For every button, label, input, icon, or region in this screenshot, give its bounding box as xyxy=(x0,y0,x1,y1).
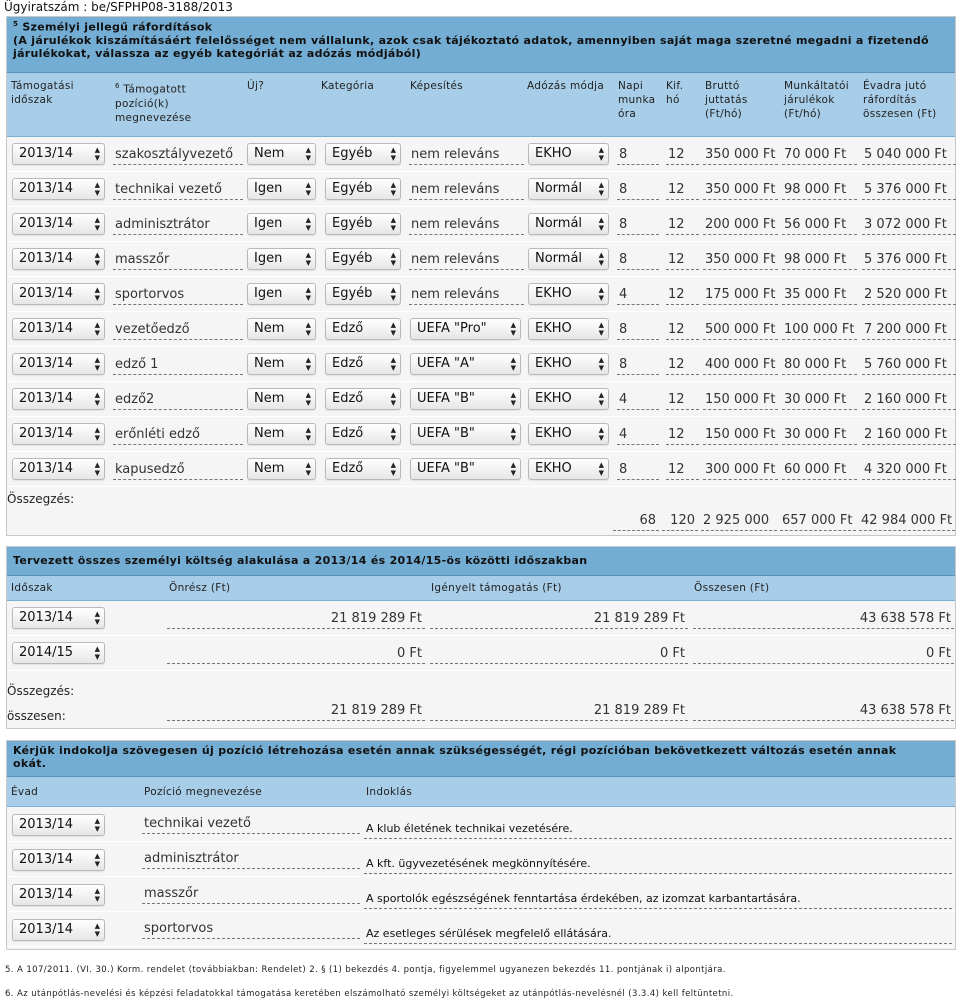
tax-select[interactable]: EKHO ▲ ▼ xyxy=(528,283,609,305)
annual-field[interactable]: 4 320 000 Ft xyxy=(862,458,956,480)
months-field[interactable]: 12 xyxy=(666,283,699,305)
chevron-up-down-icon: ▲ ▼ xyxy=(305,251,311,267)
chevron-up-down-icon: ▲ ▼ xyxy=(94,817,100,833)
footnote-5: 5. A 107/2011. (VI. 30.) Korm. rendelet (továbbiakban: Rendelet) 2. § (1) bekezdés 4. pontja, figyelemmel ugyanezen bekezdés 11. pontjának i) alpontjára. xyxy=(5,965,726,975)
col-employer: Munkáltatói járulékok (Ft/hó) xyxy=(784,80,849,120)
position-field[interactable]: adminisztrátor xyxy=(113,213,243,235)
new-select[interactable]: Nem ▲ ▼ xyxy=(247,423,316,445)
reason-field[interactable]: Az esetleges sérülések megfelelő ellátására. xyxy=(364,924,952,944)
employer-field[interactable]: 98 000 Ft xyxy=(782,178,857,200)
table-row xyxy=(7,417,955,452)
new-select[interactable]: Nem ▲ ▼ xyxy=(247,318,316,340)
annual-field[interactable]: 3 072 000 Ft xyxy=(862,213,956,235)
chevron-up-down-icon: ▲ ▼ xyxy=(598,356,604,372)
col-reason: Indoklás xyxy=(366,786,413,798)
sum-gross: 2 925 000 xyxy=(701,509,777,531)
employer-field[interactable]: 80 000 Ft xyxy=(782,353,857,375)
gross-field[interactable]: 200 000 Ft xyxy=(703,213,778,235)
col-qualification: Képesítés xyxy=(410,80,464,92)
chevron-up-down-icon: ▲ ▼ xyxy=(94,251,100,267)
period-select[interactable]: 2014/15 ▲ ▼ xyxy=(12,642,105,664)
employer-field[interactable]: 100 000 Ft xyxy=(782,318,857,340)
months-field[interactable]: 12 xyxy=(666,423,699,445)
period-select[interactable]: 2013/14 ▲ ▼ xyxy=(12,607,105,629)
sum-annual: 42 984 000 Ft xyxy=(859,509,955,531)
category-select[interactable]: Egyéb ▲ ▼ xyxy=(325,248,401,270)
section-title-2: okát. xyxy=(13,757,47,770)
position-field[interactable]: erőnléti edző xyxy=(113,423,243,445)
chevron-up-down-icon: ▲ ▼ xyxy=(390,251,396,267)
hours-field[interactable]: 8 xyxy=(617,248,659,270)
position-field[interactable]: vezetőedző xyxy=(113,318,243,340)
chevron-up-down-icon: ▲ ▼ xyxy=(94,922,100,938)
requested-field[interactable]: 0 Ft xyxy=(430,642,688,664)
qualification-text: nem releváns xyxy=(409,248,524,270)
new-select[interactable]: Igen ▲ ▼ xyxy=(247,248,316,270)
chevron-up-down-icon: ▲ ▼ xyxy=(598,181,604,197)
period-select[interactable]: 2013/14 ▲ ▼ xyxy=(12,458,105,480)
qualification-select[interactable]: UEFA "Pro" ▲ ▼ xyxy=(410,318,521,340)
table-row xyxy=(7,382,955,417)
period-select[interactable]: 2013/14 ▲ ▼ xyxy=(12,213,105,235)
chevron-up-down-icon: ▲ ▼ xyxy=(598,391,604,407)
qualification-text: nem releváns xyxy=(409,178,524,200)
position-field[interactable]: edző2 xyxy=(113,388,243,410)
col-position: Pozíció megnevezése xyxy=(144,786,263,798)
tax-select[interactable]: Normál ▲ ▼ xyxy=(528,178,609,200)
chevron-up-down-icon: ▲ ▼ xyxy=(305,146,311,162)
chevron-up-down-icon: ▲ ▼ xyxy=(305,356,311,372)
sum-own: 21 819 289 Ft xyxy=(167,699,425,721)
table-row xyxy=(7,347,955,382)
col-months: Kif. hó xyxy=(666,80,684,106)
new-select[interactable]: Igen ▲ ▼ xyxy=(247,213,316,235)
chevron-up-down-icon: ▲ ▼ xyxy=(510,356,516,372)
period-select[interactable]: 2013/14 ▲ ▼ xyxy=(12,353,105,375)
gross-field[interactable]: 350 000 Ft xyxy=(703,248,778,270)
chevron-up-down-icon: ▲ ▼ xyxy=(305,391,311,407)
reason-field[interactable]: A kft. ügyvezetésének megkönnyítésére. xyxy=(364,854,952,874)
total-field[interactable]: 0 Ft xyxy=(693,642,954,664)
footnote-6: 6. Az utánpótlás-nevelési és képzési feladatokkal támogatása keretében elszámolható személyi költségeket az utánpótlás-nevelésnél (3.3.4) kell feltüntetni. xyxy=(5,989,734,999)
annual-field[interactable]: 5 376 000 Ft xyxy=(862,248,956,270)
position-field[interactable]: edző 1 xyxy=(113,353,243,375)
position-field[interactable]: kapusedző xyxy=(113,458,243,480)
period-select[interactable]: 2013/14 ▲ ▼ xyxy=(12,178,105,200)
requested-field[interactable]: 21 819 289 Ft xyxy=(430,607,688,629)
col-annual: Évadra jutó ráfordítás összesen (Ft) xyxy=(863,80,937,120)
chevron-up-down-icon: ▲ ▼ xyxy=(390,146,396,162)
category-select[interactable]: Edző ▲ ▼ xyxy=(325,458,401,480)
table-row xyxy=(7,277,955,312)
chevron-up-down-icon: ▲ ▼ xyxy=(598,461,604,477)
chevron-up-down-icon: ▲ ▼ xyxy=(94,426,100,442)
table-row xyxy=(7,172,955,207)
justification-panel xyxy=(6,740,956,950)
position-field[interactable]: adminisztrátor xyxy=(142,847,360,869)
chevron-up-down-icon: ▲ ▼ xyxy=(598,146,604,162)
table-row xyxy=(7,207,955,242)
tax-select[interactable]: Normál ▲ ▼ xyxy=(528,248,609,270)
qualification-text: nem releváns xyxy=(409,213,524,235)
chevron-up-down-icon: ▲ ▼ xyxy=(305,426,311,442)
position-field[interactable]: technikai vezető xyxy=(142,812,360,834)
table-row xyxy=(7,452,955,487)
col-category: Kategória xyxy=(321,80,375,92)
new-select[interactable]: Nem ▲ ▼ xyxy=(247,388,316,410)
qualification-text: nem releváns xyxy=(409,283,524,305)
col-own: Önrész (Ft) xyxy=(169,582,231,594)
position-field[interactable]: masszőr xyxy=(142,882,360,904)
category-select[interactable]: Edző ▲ ▼ xyxy=(325,353,401,375)
year-select[interactable]: 2013/14 ▲ ▼ xyxy=(12,884,105,906)
tax-select[interactable]: EKHO ▲ ▼ xyxy=(528,423,609,445)
chevron-up-down-icon: ▲ ▼ xyxy=(94,356,100,372)
sum-total: 43 638 578 Ft xyxy=(693,699,954,721)
annual-field[interactable]: 5 760 000 Ft xyxy=(862,353,956,375)
reason-field[interactable]: A klub életének technikai vezetésére. xyxy=(364,819,952,839)
reason-field[interactable]: A sportolók egészségének fenntartása érdekében, az izomzat karbantartására. xyxy=(364,889,952,909)
gross-field[interactable]: 175 000 Ft xyxy=(703,283,778,305)
chevron-up-down-icon: ▲ ▼ xyxy=(390,426,396,442)
new-select[interactable]: Igen ▲ ▼ xyxy=(247,178,316,200)
table-header xyxy=(7,777,955,807)
gross-field[interactable]: 350 000 Ft xyxy=(703,178,778,200)
table-row xyxy=(7,877,955,912)
position-field[interactable]: technikai vezető xyxy=(113,178,243,200)
section-header xyxy=(7,547,955,576)
section-title: Kérjük indokolja szövegesen új pozíció létrehozása esetén annak szükségességét, régi pozícióban bekövetkezett változás esetén annak xyxy=(13,744,897,757)
annual-field[interactable]: 2 160 000 Ft xyxy=(862,423,956,445)
employer-field[interactable]: 98 000 Ft xyxy=(782,248,857,270)
months-field[interactable]: 12 xyxy=(666,353,699,375)
months-field[interactable]: 12 xyxy=(666,178,699,200)
own-field[interactable]: 21 819 289 Ft xyxy=(167,607,425,629)
period-select[interactable]: 2013/14 ▲ ▼ xyxy=(12,248,105,270)
section-subtitle-2: járulékokat, válassza az egyéb kategóriát az adózás módjából) xyxy=(13,46,422,60)
chevron-up-down-icon: ▲ ▼ xyxy=(510,391,516,407)
gross-field[interactable]: 350 000 Ft xyxy=(703,143,778,165)
chevron-up-down-icon: ▲ ▼ xyxy=(390,181,396,197)
employer-field[interactable]: 60 000 Ft xyxy=(782,458,857,480)
col-year: Évad xyxy=(11,786,39,798)
year-select[interactable]: 2013/14 ▲ ▼ xyxy=(12,919,105,941)
hours-field[interactable]: 8 xyxy=(617,213,659,235)
position-field[interactable]: sportorvos xyxy=(142,917,360,939)
chevron-up-down-icon: ▲ ▼ xyxy=(390,216,396,232)
chevron-up-down-icon: ▲ ▼ xyxy=(305,216,311,232)
period-select[interactable]: 2013/14 ▲ ▼ xyxy=(12,318,105,340)
total-field[interactable]: 43 638 578 Ft xyxy=(693,607,954,629)
chevron-up-down-icon: ▲ ▼ xyxy=(305,181,311,197)
table-row xyxy=(7,242,955,277)
chevron-up-down-icon: ▲ ▼ xyxy=(390,321,396,337)
category-select[interactable]: Edző ▲ ▼ xyxy=(325,318,401,340)
chevron-up-down-icon: ▲ ▼ xyxy=(94,286,100,302)
employer-field[interactable]: 30 000 Ft xyxy=(782,388,857,410)
chevron-up-down-icon: ▲ ▼ xyxy=(305,461,311,477)
section-header xyxy=(7,741,955,777)
own-field[interactable]: 0 Ft xyxy=(167,642,425,664)
chevron-up-down-icon: ▲ ▼ xyxy=(94,645,100,661)
chevron-up-down-icon: ▲ ▼ xyxy=(94,461,100,477)
tax-select[interactable]: EKHO ▲ ▼ xyxy=(528,318,609,340)
personnel-costs-panel xyxy=(6,16,956,536)
section-title: Személyi jellegű ráfordítások xyxy=(22,20,213,34)
planned-costs-panel xyxy=(6,546,956,729)
chevron-up-down-icon: ▲ ▼ xyxy=(598,286,604,302)
chevron-up-down-icon: ▲ ▼ xyxy=(94,321,100,337)
annual-field[interactable]: 7 200 000 Ft xyxy=(862,318,956,340)
summary-label: Összegzés: xyxy=(7,492,75,506)
new-select[interactable]: Nem ▲ ▼ xyxy=(247,143,316,165)
sum-hours: 68 xyxy=(613,509,659,531)
table-row xyxy=(7,137,955,172)
category-select[interactable]: Egyéb ▲ ▼ xyxy=(325,143,401,165)
chevron-up-down-icon: ▲ ▼ xyxy=(510,426,516,442)
gross-field[interactable]: 150 000 Ft xyxy=(703,388,778,410)
col-position: $^6$ Támogatott pozíció(k) megnevezése xyxy=(115,82,192,124)
annual-field[interactable]: 2 160 000 Ft xyxy=(862,388,956,410)
employer-field[interactable]: 30 000 Ft xyxy=(782,423,857,445)
months-field[interactable]: 12 xyxy=(666,458,699,480)
chevron-up-down-icon: ▲ ▼ xyxy=(94,610,100,626)
qualification-select[interactable]: UEFA "B" ▲ ▼ xyxy=(410,458,521,480)
chevron-up-down-icon: ▲ ▼ xyxy=(598,216,604,232)
hours-field[interactable]: 8 xyxy=(617,318,659,340)
employer-field[interactable]: 56 000 Ft xyxy=(782,213,857,235)
gross-field[interactable]: 500 000 Ft xyxy=(703,318,778,340)
col-hours: Napi munka óra xyxy=(618,80,656,120)
table-row xyxy=(7,912,955,947)
chevron-up-down-icon: ▲ ▼ xyxy=(390,391,396,407)
chevron-up-down-icon: ▲ ▼ xyxy=(94,391,100,407)
chevron-up-down-icon: ▲ ▼ xyxy=(94,146,100,162)
gross-field[interactable]: 150 000 Ft xyxy=(703,423,778,445)
hours-field[interactable]: 8 xyxy=(617,178,659,200)
new-select[interactable]: Igen ▲ ▼ xyxy=(247,283,316,305)
hours-field[interactable]: 8 xyxy=(617,458,659,480)
tax-select[interactable]: EKHO ▲ ▼ xyxy=(528,458,609,480)
chevron-up-down-icon: ▲ ▼ xyxy=(598,426,604,442)
qualification-text: nem releváns xyxy=(409,143,524,165)
year-select[interactable]: 2013/14 ▲ ▼ xyxy=(12,814,105,836)
summary-label: Összegzés: xyxy=(7,684,75,698)
category-select[interactable]: Egyéb ▲ ▼ xyxy=(325,213,401,235)
tax-select[interactable]: EKHO ▲ ▼ xyxy=(528,388,609,410)
position-field[interactable]: masszőr xyxy=(113,248,243,270)
period-select[interactable]: 2013/14 ▲ ▼ xyxy=(12,143,105,165)
col-new: Új? xyxy=(247,80,265,92)
period-select[interactable]: 2013/14 ▲ ▼ xyxy=(12,388,105,410)
tax-select[interactable]: Normál ▲ ▼ xyxy=(528,213,609,235)
chevron-up-down-icon: ▲ ▼ xyxy=(510,461,516,477)
chevron-up-down-icon: ▲ ▼ xyxy=(305,321,311,337)
table-row xyxy=(7,842,955,877)
employer-field[interactable]: 70 000 Ft xyxy=(782,143,857,165)
qualification-select[interactable]: UEFA "B" ▲ ▼ xyxy=(410,423,521,445)
position-field[interactable]: szakosztályvezető xyxy=(113,143,243,165)
months-field[interactable]: 12 xyxy=(666,248,699,270)
qualification-select[interactable]: UEFA "A" ▲ ▼ xyxy=(410,353,521,375)
qualification-select[interactable]: UEFA "B" ▲ ▼ xyxy=(410,388,521,410)
category-select[interactable]: Egyéb ▲ ▼ xyxy=(325,283,401,305)
year-select[interactable]: 2013/14 ▲ ▼ xyxy=(12,849,105,871)
category-select[interactable]: Egyéb ▲ ▼ xyxy=(325,178,401,200)
section-header: $^5$ Személyi jellegű ráfordítások (A járulékok kiszámításáért felelősséget nem vállalunk, azok csak tájékoztató adatok, amennyiben saját maga szeretné megadni a fizetendő járulékokat, válassza az egyéb kategóriát az adózás módjából) xyxy=(7,17,955,73)
chevron-up-down-icon: ▲ ▼ xyxy=(94,852,100,868)
chevron-up-down-icon: ▲ ▼ xyxy=(94,887,100,903)
col-tax: Adózás módja xyxy=(527,80,605,92)
months-field[interactable]: 12 xyxy=(666,213,699,235)
employer-field[interactable]: 35 000 Ft xyxy=(782,283,857,305)
chevron-up-down-icon: ▲ ▼ xyxy=(510,321,516,337)
category-select[interactable]: Edző ▲ ▼ xyxy=(325,423,401,445)
gross-field[interactable]: 400 000 Ft xyxy=(703,353,778,375)
chevron-up-down-icon: ▲ ▼ xyxy=(390,356,396,372)
hours-field[interactable]: 8 xyxy=(617,353,659,375)
table-row xyxy=(7,312,955,347)
annual-field[interactable]: 2 520 000 Ft xyxy=(862,283,956,305)
new-select[interactable]: Nem ▲ ▼ xyxy=(247,458,316,480)
hours-field[interactable]: 4 xyxy=(617,388,659,410)
table-row xyxy=(7,807,955,842)
chevron-up-down-icon: ▲ ▼ xyxy=(390,286,396,302)
hours-field[interactable]: 4 xyxy=(617,283,659,305)
sum-requested: 21 819 289 Ft xyxy=(430,699,688,721)
sum-employer: 657 000 Ft xyxy=(780,509,856,531)
col-gross: Bruttó juttatás (Ft/hó) xyxy=(705,80,748,120)
new-select[interactable]: Nem ▲ ▼ xyxy=(247,353,316,375)
annual-field[interactable]: 5 040 000 Ft xyxy=(862,143,956,165)
col-requested: Igényelt támogatás (Ft) xyxy=(431,582,562,594)
table-row xyxy=(7,601,955,636)
chevron-up-down-icon: ▲ ▼ xyxy=(94,216,100,232)
chevron-up-down-icon: ▲ ▼ xyxy=(94,181,100,197)
gross-field[interactable]: 300 000 Ft xyxy=(703,458,778,480)
tax-select[interactable]: EKHO ▲ ▼ xyxy=(528,353,609,375)
section-title: Tervezett összes személyi költség alakulása a 2013/14 és 2014/15-ös közötti időszakban xyxy=(13,554,588,567)
hours-field[interactable]: 8 xyxy=(617,143,659,165)
tax-select[interactable]: EKHO ▲ ▼ xyxy=(528,143,609,165)
annual-field[interactable]: 5 376 000 Ft xyxy=(862,178,956,200)
period-select[interactable]: 2013/14 ▲ ▼ xyxy=(12,283,105,305)
chevron-up-down-icon: ▲ ▼ xyxy=(305,286,311,302)
summary-total-label: összesen: xyxy=(7,709,66,723)
hours-field[interactable]: 4 xyxy=(617,423,659,445)
months-field[interactable]: 12 xyxy=(666,143,699,165)
position-field[interactable]: sportorvos xyxy=(113,283,243,305)
col-period: Időszak xyxy=(11,582,53,594)
document-id: Ügyiratszám : be/SFPHP08-3188/2013 xyxy=(4,0,233,14)
months-field[interactable]: 12 xyxy=(666,388,699,410)
chevron-up-down-icon: ▲ ▼ xyxy=(598,321,604,337)
section-subtitle: (A járulékok kiszámításáért felelősséget nem vállalunk, azok csak tájékoztató adatok, amennyiben saját maga szeretné megadni a fizetendő xyxy=(13,33,929,47)
table-row xyxy=(7,636,955,671)
table-header xyxy=(7,576,955,601)
col-period: Támogatási időszak xyxy=(11,80,74,106)
chevron-up-down-icon: ▲ ▼ xyxy=(390,461,396,477)
sum-months: 120 xyxy=(662,509,698,531)
months-field[interactable]: 12 xyxy=(666,318,699,340)
chevron-up-down-icon: ▲ ▼ xyxy=(598,251,604,267)
period-select[interactable]: 2013/14 ▲ ▼ xyxy=(12,423,105,445)
col-total: Összesen (Ft) xyxy=(694,582,770,594)
category-select[interactable]: Edző ▲ ▼ xyxy=(325,388,401,410)
table-header xyxy=(7,73,955,137)
